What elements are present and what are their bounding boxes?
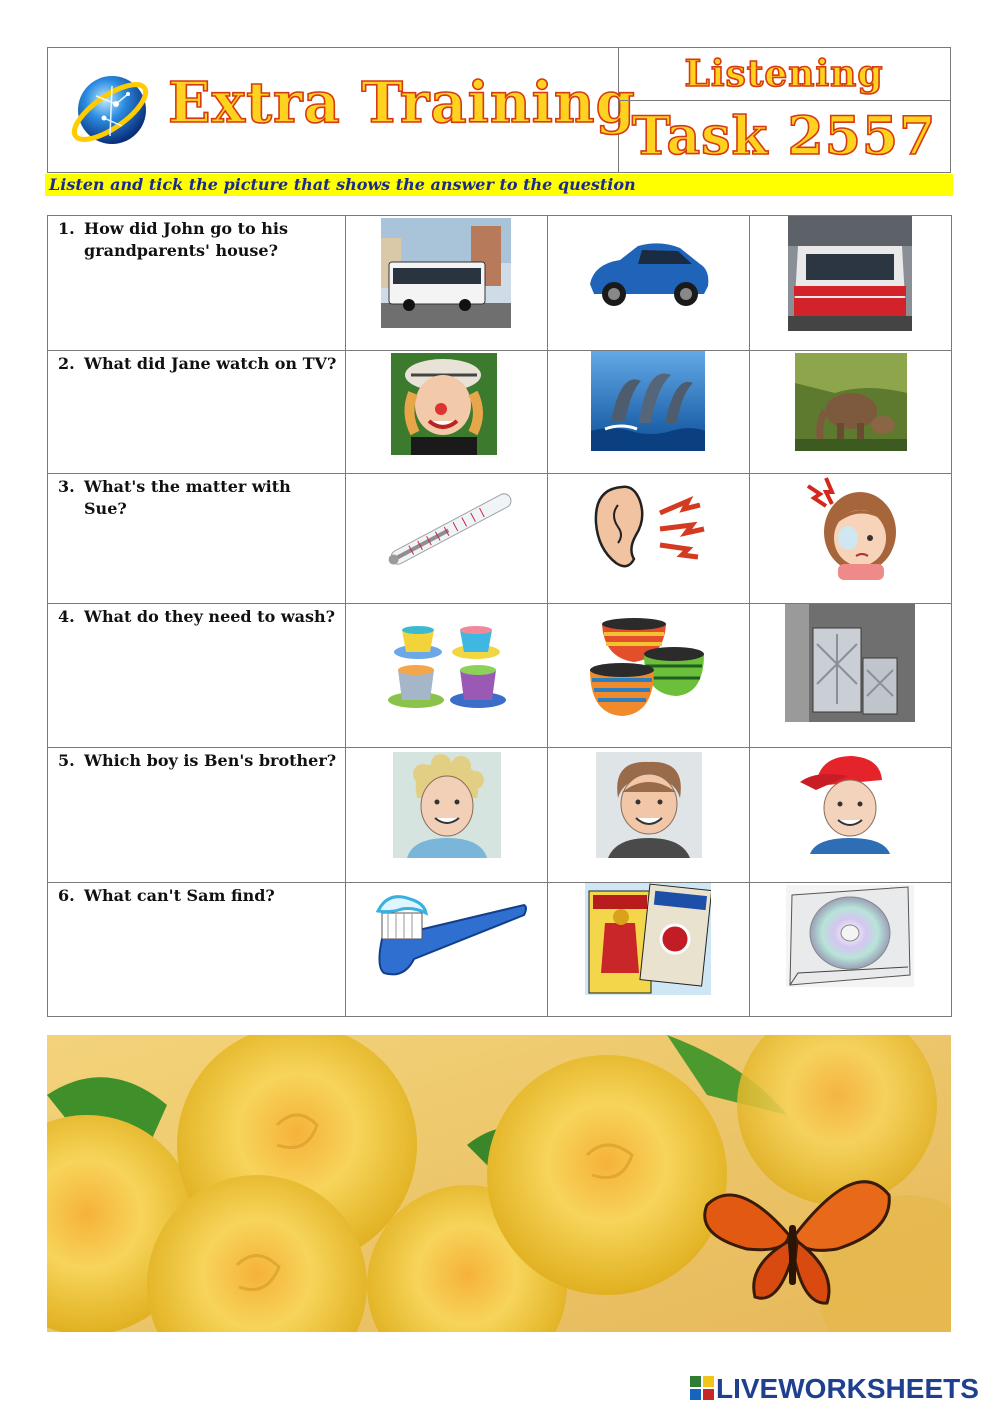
- worksheet-header: [47, 47, 951, 173]
- liveworksheets-logo: [690, 1372, 990, 1406]
- brown-haired-boy-picture: [596, 752, 702, 858]
- answer-option-bowls[interactable]: [548, 604, 750, 748]
- brand-panel: [48, 48, 636, 172]
- question-row: [48, 604, 952, 748]
- answer-option-cups[interactable]: [346, 604, 548, 748]
- task-label: Task 2557: [631, 106, 937, 167]
- question-row: [48, 351, 952, 474]
- train-picture: [788, 216, 912, 331]
- question-number: 5.: [58, 751, 75, 770]
- question-row: [48, 748, 952, 883]
- question-number: 1.: [58, 219, 75, 238]
- brand-title: Extra Training: [168, 70, 636, 136]
- answer-option-earache[interactable]: [548, 474, 750, 604]
- section-label-cell: [618, 48, 950, 101]
- question-text: What's the matter with Sue?: [84, 477, 291, 518]
- answer-option-elephants[interactable]: [750, 351, 952, 474]
- liveworksheets-logo-icon: [690, 1376, 716, 1402]
- section-label: Listening: [684, 53, 884, 95]
- answer-option-car[interactable]: [548, 216, 750, 351]
- answer-option-cd[interactable]: [750, 883, 952, 1017]
- question-number: 6.: [58, 886, 75, 905]
- question-number: 4.: [58, 607, 75, 626]
- answer-option-toothbrush[interactable]: [346, 883, 548, 1017]
- question-number: 2.: [58, 354, 75, 373]
- cd-icon: [786, 885, 914, 987]
- answer-option-toothache[interactable]: [750, 474, 952, 604]
- task-label-cell: [618, 101, 950, 172]
- liveworksheets-logo-text: LIVEWORKSHEETS: [716, 1373, 979, 1404]
- answer-option-curly-haired-boy[interactable]: [346, 748, 548, 883]
- earache-icon: [588, 479, 712, 574]
- question-text: What do they need to wash?: [84, 607, 335, 626]
- answer-option-clown[interactable]: [346, 351, 548, 474]
- boy-with-red-cap-picture: [796, 750, 902, 854]
- answer-option-dolphins[interactable]: [548, 351, 750, 474]
- bowls-picture: [586, 614, 710, 722]
- question-row: [48, 216, 952, 351]
- thermometer-icon: [376, 484, 526, 574]
- question-text: How did John go to his grandparents' house?: [84, 219, 289, 260]
- question-table: [47, 215, 952, 1017]
- answer-option-bus[interactable]: [346, 216, 548, 351]
- answer-option-glasses[interactable]: [750, 604, 952, 748]
- clown-picture: [391, 353, 497, 455]
- question-text: What can't Sam find?: [84, 886, 275, 905]
- glasses-picture: [785, 604, 915, 722]
- question-text: Which boy is Ben's brother?: [84, 751, 337, 770]
- cups-picture: [378, 608, 514, 726]
- answer-option-train[interactable]: [750, 216, 952, 351]
- globe-icon: [66, 66, 154, 154]
- elephants-picture: [795, 353, 907, 451]
- answer-option-comics[interactable]: [548, 883, 750, 1017]
- bus-picture: [381, 218, 511, 328]
- toothache-icon: [798, 476, 908, 580]
- instruction-bar: Listen and tick the picture that shows the answer to the question: [45, 174, 953, 196]
- curly-haired-boy-picture: [393, 752, 501, 858]
- toothbrush-icon: [374, 887, 528, 983]
- car-picture: [580, 224, 716, 324]
- answer-option-boy-with-red-cap[interactable]: [750, 748, 952, 883]
- dolphins-picture: [591, 351, 705, 451]
- question-row: [48, 474, 952, 604]
- comics-picture: [585, 883, 711, 995]
- roses-image: [47, 1035, 951, 1332]
- question-number: 3.: [58, 477, 75, 496]
- question-row: [48, 883, 952, 1017]
- answer-option-thermometer[interactable]: [346, 474, 548, 604]
- answer-option-brown-haired-boy[interactable]: [548, 748, 750, 883]
- question-text: What did Jane watch on TV?: [84, 354, 337, 373]
